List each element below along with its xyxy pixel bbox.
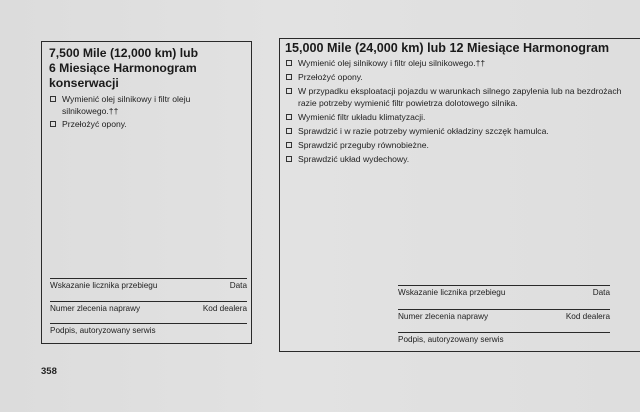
dealer-code-label: Kod dealera — [202, 304, 247, 313]
task-text: Sprawdzić układ wydechowy. — [298, 154, 410, 165]
task-text-continued: silnikowego.†† — [62, 105, 119, 116]
maintenance-card-15000 — [279, 38, 640, 352]
task-item — [285, 140, 640, 152]
odometer-date-row — [50, 280, 247, 292]
task-list — [49, 94, 249, 133]
task-text-continued: razie potrzeby wymienić filtr powietrza dolotowego silnika. — [298, 97, 518, 108]
odometer-label: Wskazanie licznika przebiegu — [50, 281, 158, 290]
task-text: Wymienić olej silnikowy i filtr oleju silnikowego.†† — [298, 58, 486, 68]
task-item — [285, 112, 640, 124]
title-line: 7,500 Mile (12,000 km) lub — [49, 46, 199, 60]
task-item — [285, 154, 640, 166]
checkbox[interactable] — [50, 121, 56, 127]
task-item — [285, 86, 640, 109]
signature-line — [398, 332, 610, 333]
date-label: Data — [592, 288, 610, 297]
signature-label: Podpis, autoryzowany serwis — [50, 326, 156, 335]
signature-line — [50, 301, 247, 302]
odometer-label: Wskazanie licznika przebiegu — [398, 288, 506, 297]
checkbox[interactable] — [286, 88, 292, 94]
checkbox[interactable] — [286, 156, 292, 162]
task-text: W przypadku eksploatacji pojazdu w warunkach silnego zapylenia lub na bezdrożach — [298, 86, 622, 97]
page-number: 358 — [41, 366, 57, 377]
checkbox[interactable] — [286, 74, 292, 80]
odometer-date-row — [398, 287, 610, 299]
signature-row — [398, 334, 610, 346]
repair-order-label: Numer zlecenia naprawy — [398, 312, 489, 321]
task-item — [285, 58, 640, 70]
checkbox[interactable] — [50, 96, 56, 102]
checkbox[interactable] — [286, 60, 292, 66]
repair-order-row — [398, 311, 610, 323]
signature-line — [50, 278, 247, 279]
signature-row — [50, 325, 247, 337]
signature-line — [398, 285, 610, 286]
date-label: Data — [229, 281, 247, 290]
repair-order-label: Numer zlecenia naprawy — [50, 304, 141, 313]
maintenance-card-7500 — [41, 41, 252, 344]
signature-line — [50, 323, 247, 324]
task-text: Przełożyć opony. — [298, 72, 363, 83]
title-line: 6 Miesiące Harmonogram — [49, 61, 197, 75]
task-item — [285, 72, 640, 84]
task-text: Sprawdzić i w razie potrzeby wymienić okładziny szczęk hamulca. — [298, 125, 549, 136]
signature-line — [398, 309, 610, 310]
dealer-code-label: Kod dealera — [565, 312, 610, 321]
task-list — [285, 58, 640, 168]
checkbox[interactable] — [286, 128, 292, 134]
task-text: Sprawdzić przeguby równobieżne. — [298, 139, 429, 150]
checkbox[interactable] — [286, 114, 292, 120]
task-item — [285, 126, 640, 138]
task-item — [49, 94, 249, 117]
task-text: Wymienić filtr układu klimatyzacji. — [298, 111, 426, 122]
title-line: konserwacji — [49, 76, 119, 90]
card-title — [49, 46, 249, 91]
task-item — [49, 119, 249, 131]
task-text: Wymienić olej silnikowy i filtr oleju — [62, 94, 191, 104]
task-text: Przełożyć opony. — [62, 119, 127, 129]
checkbox[interactable] — [286, 142, 292, 148]
signature-label: Podpis, autoryzowany serwis — [398, 335, 504, 344]
card-title: 15,000 Mile (24,000 km) lub 12 Miesiące Harmonogram — [285, 41, 610, 55]
repair-order-row — [50, 303, 247, 315]
